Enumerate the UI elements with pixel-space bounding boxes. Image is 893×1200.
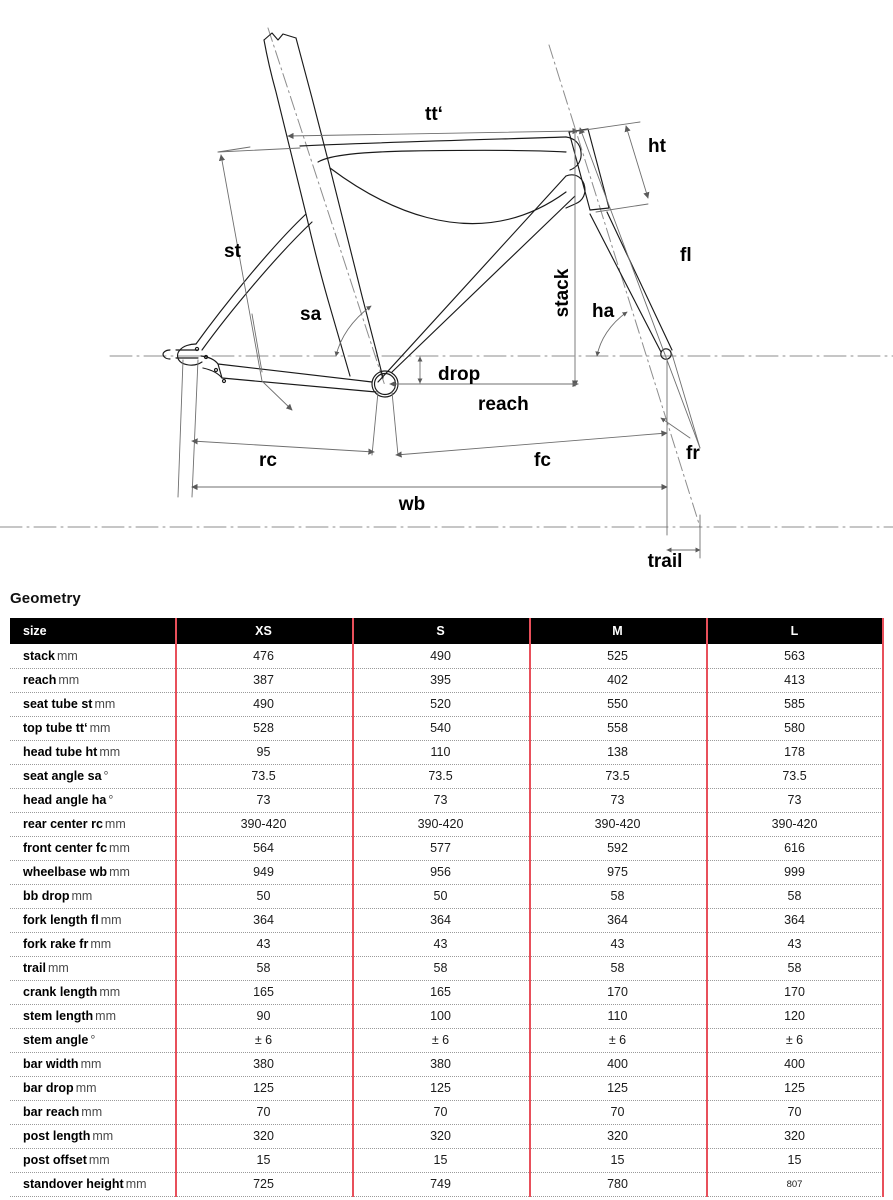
table-header-row xyxy=(10,618,883,644)
row-label-name: fork length fl xyxy=(23,913,99,927)
row-label xyxy=(10,1100,175,1124)
cell-s: 520 xyxy=(352,692,529,716)
table-row xyxy=(10,956,883,980)
row-label xyxy=(10,1148,175,1172)
cell-l: 120 xyxy=(706,1004,883,1028)
cell-m: 125 xyxy=(529,1076,706,1100)
cell-m: 138 xyxy=(529,740,706,764)
cell-m: 525 xyxy=(529,644,706,668)
cell-s: 956 xyxy=(352,860,529,884)
row-label-name: top tube tt‘ xyxy=(23,721,88,735)
cell-m: 780 xyxy=(529,1172,706,1196)
label-drop: drop xyxy=(438,364,481,385)
cell-m: 73.5 xyxy=(529,764,706,788)
row-label xyxy=(10,812,175,836)
cell-xs: 387 xyxy=(175,668,352,692)
cell-l: 170 xyxy=(706,980,883,1004)
row-label-name: post offset xyxy=(23,1153,87,1167)
table-row xyxy=(10,764,883,788)
cell-xs: 380 xyxy=(175,1052,352,1076)
row-label-name: standover height xyxy=(23,1177,124,1191)
row-label xyxy=(10,1004,175,1028)
cell-m: 364 xyxy=(529,908,706,932)
row-label-name: seat angle sa xyxy=(23,769,102,783)
cell-m: 58 xyxy=(529,956,706,980)
row-label-unit: mm xyxy=(95,1009,116,1023)
cell-l: 43 xyxy=(706,932,883,956)
cell-l: 616 xyxy=(706,836,883,860)
table-row xyxy=(10,692,883,716)
cell-s: 73.5 xyxy=(352,764,529,788)
cell-s: 490 xyxy=(352,644,529,668)
row-label xyxy=(10,1172,175,1196)
cell-l: 999 xyxy=(706,860,883,884)
cell-m: 400 xyxy=(529,1052,706,1076)
cell-s: 110 xyxy=(352,740,529,764)
row-label xyxy=(10,980,175,1004)
dimension-lines xyxy=(178,122,700,558)
cell-s: 58 xyxy=(352,956,529,980)
cell-l: 580 xyxy=(706,716,883,740)
row-label xyxy=(10,1028,175,1052)
label-wb: wb xyxy=(398,494,426,515)
cell-m: 70 xyxy=(529,1100,706,1124)
cell-s: 540 xyxy=(352,716,529,740)
label-ht: ht xyxy=(648,136,666,157)
row-label-name: stem length xyxy=(23,1009,94,1023)
cell-s: 43 xyxy=(352,932,529,956)
row-label-name: bar drop xyxy=(23,1081,74,1095)
cell-xs: 15 xyxy=(175,1148,352,1172)
cell-l: 125 xyxy=(706,1076,883,1100)
row-label-unit: mm xyxy=(71,889,93,903)
row-label-unit: mm xyxy=(104,817,126,831)
cell-l: ± 6 xyxy=(706,1028,883,1052)
cell-xs: 490 xyxy=(175,692,352,716)
label-stack: stack xyxy=(552,268,573,318)
cell-s: 50 xyxy=(352,884,529,908)
cell-l: 563 xyxy=(706,644,883,668)
table-row xyxy=(10,860,883,884)
cell-m: 43 xyxy=(529,932,706,956)
row-label-name: bb drop xyxy=(23,889,70,903)
table-row xyxy=(10,836,883,860)
row-label-unit: ° xyxy=(108,793,114,807)
cell-l: 390-420 xyxy=(706,812,883,836)
table-row xyxy=(10,1148,883,1172)
cell-s: 100 xyxy=(352,1004,529,1028)
row-label-unit: mm xyxy=(75,1081,97,1095)
row-label xyxy=(10,740,175,764)
label-tt: tt‘ xyxy=(425,104,443,125)
column-header-l: L xyxy=(706,618,883,644)
row-label-unit: mm xyxy=(90,937,112,951)
row-label-name: trail xyxy=(23,961,46,975)
cell-m: 110 xyxy=(529,1004,706,1028)
cell-xs: 50 xyxy=(175,884,352,908)
cell-m: 558 xyxy=(529,716,706,740)
cell-s: 15 xyxy=(352,1148,529,1172)
cell-xs: 165 xyxy=(175,980,352,1004)
cell-xs: 70 xyxy=(175,1100,352,1124)
cell-xs: 95 xyxy=(175,740,352,764)
row-label xyxy=(10,788,175,812)
table-row xyxy=(10,1172,883,1196)
cell-l: 58 xyxy=(706,884,883,908)
cell-m: 15 xyxy=(529,1148,706,1172)
cell-l: 807 xyxy=(706,1172,883,1196)
cell-s: 577 xyxy=(352,836,529,860)
cell-l: 585 xyxy=(706,692,883,716)
label-trail: trail xyxy=(647,551,683,572)
label-rc: rc xyxy=(259,450,277,471)
label-st: st xyxy=(224,241,241,262)
cell-s: 390-420 xyxy=(352,812,529,836)
row-label-name: fork rake fr xyxy=(23,937,89,951)
row-label-unit: ° xyxy=(103,769,109,783)
frame-geometry-diagram xyxy=(0,0,893,580)
cell-l: 413 xyxy=(706,668,883,692)
row-label-name: post length xyxy=(23,1129,91,1143)
cell-xs: 564 xyxy=(175,836,352,860)
cell-s: 364 xyxy=(352,908,529,932)
cell-m: 58 xyxy=(529,884,706,908)
table-row xyxy=(10,1100,883,1124)
cell-xs: 90 xyxy=(175,1004,352,1028)
row-label xyxy=(10,668,175,692)
cell-xs: 390-420 xyxy=(175,812,352,836)
row-label xyxy=(10,884,175,908)
cell-m: 550 xyxy=(529,692,706,716)
row-label-unit: mm xyxy=(99,985,121,999)
row-label xyxy=(10,956,175,980)
cell-m: 320 xyxy=(529,1124,706,1148)
cell-m: 73 xyxy=(529,788,706,812)
row-label xyxy=(10,860,175,884)
label-fr: fr xyxy=(686,443,700,464)
row-label-name: reach xyxy=(23,673,57,687)
diagram-labels xyxy=(224,104,700,572)
row-label xyxy=(10,1124,175,1148)
cell-l: 73 xyxy=(706,788,883,812)
page-title: Geometry xyxy=(10,590,81,607)
row-label-name: wheelbase wb xyxy=(23,865,108,879)
table-row xyxy=(10,908,883,932)
row-label xyxy=(10,932,175,956)
row-label-unit: mm xyxy=(125,1177,147,1191)
cell-xs: 949 xyxy=(175,860,352,884)
cell-l: 364 xyxy=(706,908,883,932)
row-label-name: bar width xyxy=(23,1057,79,1071)
table-row xyxy=(10,1076,883,1100)
table-row xyxy=(10,884,883,908)
cell-m: 592 xyxy=(529,836,706,860)
cell-s: 749 xyxy=(352,1172,529,1196)
cell-s: 73 xyxy=(352,788,529,812)
cell-m: ± 6 xyxy=(529,1028,706,1052)
table-row xyxy=(10,812,883,836)
row-label-unit: mm xyxy=(92,1129,114,1143)
row-label-unit: mm xyxy=(100,913,122,927)
cell-xs: 43 xyxy=(175,932,352,956)
cell-xs: 73 xyxy=(175,788,352,812)
cell-s: ± 6 xyxy=(352,1028,529,1052)
cell-l: 400 xyxy=(706,1052,883,1076)
cell-l: 320 xyxy=(706,1124,883,1148)
cell-xs: 725 xyxy=(175,1172,352,1196)
geometry-table-wrap xyxy=(10,618,883,1197)
cell-l: 58 xyxy=(706,956,883,980)
table-row xyxy=(10,1124,883,1148)
cell-xs: 73.5 xyxy=(175,764,352,788)
row-label xyxy=(10,836,175,860)
cell-xs: 125 xyxy=(175,1076,352,1100)
table-row xyxy=(10,1028,883,1052)
row-label-unit: mm xyxy=(94,697,116,711)
row-label xyxy=(10,716,175,740)
table-row xyxy=(10,980,883,1004)
table-row xyxy=(10,788,883,812)
row-label-unit: ° xyxy=(90,1033,96,1047)
table-row xyxy=(10,1052,883,1076)
row-label-name: seat tube st xyxy=(23,697,93,711)
cell-xs: ± 6 xyxy=(175,1028,352,1052)
cell-l: 178 xyxy=(706,740,883,764)
row-label-name: head tube ht xyxy=(23,745,98,759)
frame-outline xyxy=(163,33,672,397)
label-fl: fl xyxy=(680,245,692,266)
row-label-unit: mm xyxy=(109,865,130,879)
row-label-name: stem angle xyxy=(23,1033,89,1047)
label-ha: ha xyxy=(592,301,615,322)
table-row xyxy=(10,644,883,668)
row-label xyxy=(10,908,175,932)
row-label-name: front center fc xyxy=(23,841,108,855)
row-label-name: stack xyxy=(23,648,55,663)
row-label-unit: mm xyxy=(89,721,111,735)
cell-xs: 476 xyxy=(175,644,352,668)
cell-s: 320 xyxy=(352,1124,529,1148)
row-label xyxy=(10,692,175,716)
row-label-unit: mm xyxy=(81,1105,103,1119)
label-reach: reach xyxy=(478,394,529,415)
row-label-unit: mm xyxy=(47,961,69,975)
cell-l: 73.5 xyxy=(706,764,883,788)
row-label xyxy=(10,1076,175,1100)
cell-xs: 58 xyxy=(175,956,352,980)
row-label-name: bar reach xyxy=(23,1105,80,1119)
cell-l: 15 xyxy=(706,1148,883,1172)
cell-s: 70 xyxy=(352,1100,529,1124)
cell-m: 170 xyxy=(529,980,706,1004)
cell-l: 70 xyxy=(706,1100,883,1124)
row-label-unit: mm xyxy=(80,1057,102,1071)
seat-tube-axis xyxy=(268,28,385,386)
cell-xs: 528 xyxy=(175,716,352,740)
cell-xs: 364 xyxy=(175,908,352,932)
row-label xyxy=(10,644,175,668)
cell-s: 125 xyxy=(352,1076,529,1100)
row-label xyxy=(10,1052,175,1076)
cell-m: 402 xyxy=(529,668,706,692)
column-header-s: S xyxy=(352,618,529,644)
cell-s: 380 xyxy=(352,1052,529,1076)
table-row xyxy=(10,668,883,692)
row-label-name: crank length xyxy=(23,985,98,999)
label-sa: sa xyxy=(300,304,322,325)
column-header-size: size xyxy=(10,618,175,644)
row-label-name: rear center rc xyxy=(23,817,103,831)
label-fc: fc xyxy=(534,450,551,471)
column-header-m: M xyxy=(529,618,706,644)
column-header-xs: XS xyxy=(175,618,352,644)
row-label-unit: mm xyxy=(58,673,80,687)
cell-m: 975 xyxy=(529,860,706,884)
table-row xyxy=(10,740,883,764)
row-label-unit: mm xyxy=(109,841,130,855)
cell-s: 165 xyxy=(352,980,529,1004)
row-label-unit: mm xyxy=(99,745,121,759)
row-label-name: head angle ha xyxy=(23,793,107,807)
table-row xyxy=(10,1004,883,1028)
row-label xyxy=(10,764,175,788)
cell-xs: 320 xyxy=(175,1124,352,1148)
geometry-table xyxy=(10,618,883,1197)
table-row xyxy=(10,932,883,956)
cell-s: 395 xyxy=(352,668,529,692)
row-label-unit: mm xyxy=(88,1153,110,1167)
cell-m: 390-420 xyxy=(529,812,706,836)
table-row xyxy=(10,716,883,740)
row-label-unit: mm xyxy=(56,648,78,663)
